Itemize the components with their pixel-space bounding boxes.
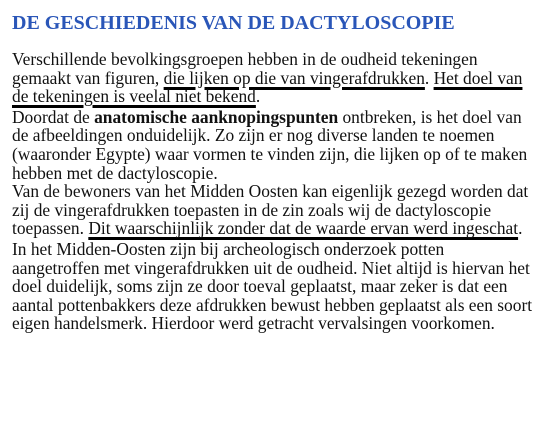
paragraph-text: . xyxy=(424,67,434,88)
paragraph-text: ontbreken, is het doel van de afbeeldingen onduidelijk. Zo zijn er nog diverse landen te noemen (waaronder Egypte) waar vormen te vinden zijn, die lijken op of te maken hebben met de dactyloscopie. xyxy=(12,106,528,183)
underlined-phrase-vingerafdrukken: die lijken op die van vingerafdrukken xyxy=(163,67,425,88)
paragraph-text: . xyxy=(255,86,261,107)
paragraph-midden-oosten-bewoners xyxy=(12,182,534,238)
paragraph-text: Doordat de xyxy=(12,106,95,127)
paragraph-oudheid-tekeningen xyxy=(12,50,534,106)
underlined-phrase-waarde-ingeschat: Dit waarschijnlijk zonder dat de waarde ervan werd ingeschat xyxy=(88,218,519,239)
paragraph-text: Van de bewoners van het Midden Oosten kan eigenlijk gezegd worden dat zij de vingerafdrukken toepasten in de zin zoals wij de dactyloscopie toepassen. xyxy=(12,181,529,239)
paragraph-archeologisch-onderzoek: In het Midden-Oosten zijn bij archeologisch onderzoek potten aangetroffen met vingerafdrukken uit de oudheid. Niet altijd is hiervan het doel duidelijk, soms zijn ze door toeval geplaatst, maar zeker is dat een aantal pottenbakkers deze afdrukken bewust hebben geplaatst als een soort eigen handelsmerk. Hierdoor werd getracht vervalsingen voorkomen. xyxy=(12,238,533,334)
bold-term: anatomische aanknopingspunten xyxy=(94,106,339,127)
paragraph-text: . xyxy=(518,218,523,239)
paragraph-text: Verschillende bevolkingsgroepen hebben in de oudheid tekeningen gemaakt van figuren, xyxy=(12,49,478,88)
document-page xyxy=(12,10,534,333)
paragraph-aanknopingspunten xyxy=(12,108,534,182)
page-title: DE GESCHIEDENIS VAN DE DACTYLOSCOPIE xyxy=(12,12,455,34)
underlined-phrase-doel-onbekend: Het doel van de tekeningen is veelal niet bekend xyxy=(12,67,523,107)
